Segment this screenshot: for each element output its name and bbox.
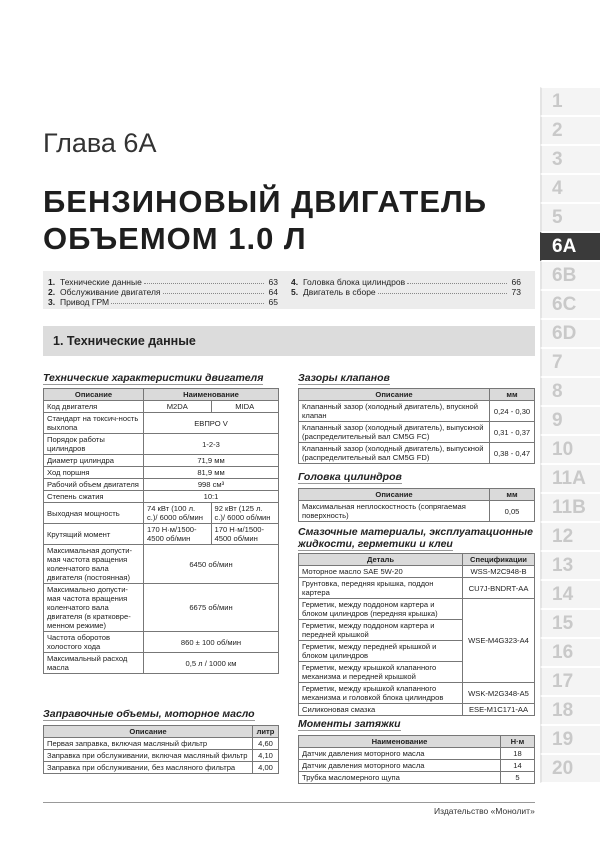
- cell: M2DA: [144, 401, 212, 413]
- valves-table: [298, 388, 535, 464]
- table-row: [44, 455, 279, 467]
- table-row: [299, 772, 535, 784]
- col-desc: Описание: [44, 726, 253, 738]
- col-detail: Деталь: [299, 554, 463, 566]
- row-label: Максимально допусти-мая частота вращения коленчатого вала двигателя (в кратковре-менном режиме): [44, 584, 144, 632]
- table-row: [44, 750, 279, 762]
- row-label: Степень сжатия: [44, 491, 144, 503]
- cell: 74 кВт (100 л. с.)/ 6000 об/мин: [144, 503, 212, 524]
- table-row: [44, 479, 279, 491]
- table-row: [299, 443, 535, 464]
- col-name: Наименование: [144, 389, 279, 401]
- chapter-tab[interactable]: 11A: [540, 464, 600, 493]
- chapter-tab[interactable]: 20: [540, 754, 600, 783]
- engine-specs-table: [43, 388, 279, 674]
- toc-dots: [111, 297, 264, 304]
- row-label: Ход поршня: [44, 467, 144, 479]
- row-label: Заправка при обслуживании, без масляного фильтра: [44, 762, 253, 774]
- cell: WSE-M4G323-A4: [463, 599, 535, 683]
- cell: ESE-M1C171-AA: [463, 704, 535, 716]
- cell: MIDA: [211, 401, 279, 413]
- toc-item: [291, 287, 521, 297]
- cell: 1-2-3: [144, 434, 279, 455]
- section-title: 1. Технические данные: [43, 326, 535, 356]
- cell: 81,9 мм: [144, 467, 279, 479]
- row-label: Код двигателя: [44, 401, 144, 413]
- table-header-row: [299, 389, 535, 401]
- cell: ЕВПРО V: [144, 413, 279, 434]
- lubes-heading: [298, 526, 533, 551]
- col-desc: Описание: [299, 389, 490, 401]
- chapter-tab[interactable]: 17: [540, 667, 600, 696]
- chapter-tab[interactable]: 1: [540, 87, 600, 116]
- chapter-tab[interactable]: 12: [540, 522, 600, 551]
- cell: 6675 об/мин: [144, 584, 279, 632]
- cell: 4,10: [253, 750, 279, 762]
- fill-heading: Заправочные объемы, моторное масло: [43, 708, 255, 720]
- row-label: Клапанный зазор (холодный двигатель), впускной клапан: [299, 401, 490, 422]
- col-desc: Описание: [44, 389, 144, 401]
- lubes-heading-line-2: жидкости, герметики и клеи: [298, 538, 453, 550]
- toc-lbl: Обслуживание двигателя: [60, 287, 161, 297]
- chapter-tab[interactable]: 9: [540, 406, 600, 435]
- torque-table: [298, 735, 535, 784]
- toc-left-column: [48, 277, 278, 307]
- col-desc: Описание: [299, 489, 490, 501]
- table-row: [44, 413, 279, 434]
- cell: 6450 об/мин: [144, 545, 279, 584]
- table-header-row: [299, 736, 535, 748]
- col-name: Наименование: [299, 736, 501, 748]
- chapter-tab[interactable]: 13: [540, 551, 600, 580]
- chapter-tab[interactable]: 10: [540, 435, 600, 464]
- toc-pg: 64: [268, 287, 278, 297]
- toc-item: [48, 297, 278, 307]
- row-label: Клапанный зазор (холодный двигатель), выпускной (распределительный вал CM5G FC): [299, 422, 490, 443]
- table-row: [299, 501, 535, 522]
- title-line-2: ОБЪЕМОМ 1.0 Л: [43, 221, 307, 256]
- table-row: [44, 491, 279, 503]
- footer-divider: [43, 802, 535, 803]
- cell: 10:1: [144, 491, 279, 503]
- valves-heading: Зазоры клапанов: [298, 372, 390, 384]
- cell: 5: [501, 772, 535, 784]
- row-label: Силиконовая смазка: [299, 704, 463, 716]
- cell: 18: [501, 748, 535, 760]
- row-label: Заправка при обслуживании, включая масляный фильтр: [44, 750, 253, 762]
- head-table: [298, 488, 535, 522]
- row-label: Максимальная неплоскостность (сопрягаемая поверхность): [299, 501, 490, 522]
- cell: 4,60: [253, 738, 279, 750]
- row-label: Крутящий момент: [44, 524, 144, 545]
- row-label: Трубка масломерного щупа: [299, 772, 501, 784]
- chapter-tab[interactable]: 11B: [540, 493, 600, 522]
- table-of-contents: [43, 271, 535, 309]
- chapter-tab[interactable]: 18: [540, 696, 600, 725]
- toc-num: 3.: [48, 297, 56, 307]
- col-val: Н·м: [501, 736, 535, 748]
- col-spec: Спецификации: [463, 554, 535, 566]
- table-row: [299, 704, 535, 716]
- table-row: [299, 401, 535, 422]
- chapter-tab[interactable]: 6C: [540, 290, 600, 319]
- cell: 998 см³: [144, 479, 279, 491]
- cell: 170 Н·м/1500-4500 об/мин: [144, 524, 212, 545]
- table-row: [44, 503, 279, 524]
- row-label: Герметик, между поддоном картера и передней крышкой: [299, 620, 463, 641]
- table-header-row: [44, 726, 279, 738]
- chapter-tab[interactable]: 6A: [540, 232, 600, 261]
- table-row: [44, 584, 279, 632]
- table-row: [299, 683, 535, 704]
- engine-specs-heading: Технические характеристики двигателя: [43, 372, 264, 384]
- row-label: Клапанный зазор (холодный двигатель), выпускной (распределительный вал CM5G FD): [299, 443, 490, 464]
- chapter-label: Глава 6А: [43, 128, 157, 158]
- chapter-tab[interactable]: 3: [540, 145, 600, 174]
- toc-dots: [378, 287, 507, 294]
- head-heading: Головка цилиндров: [298, 471, 402, 483]
- toc-item: [291, 277, 521, 287]
- toc-lbl: Головка блока цилиндров: [303, 277, 406, 287]
- cell: 0,38 - 0,47: [490, 443, 535, 464]
- table-row: [299, 760, 535, 772]
- fill-table: [43, 725, 279, 774]
- chapter-tab[interactable]: 14: [540, 580, 600, 609]
- table-row: [44, 434, 279, 455]
- chapter-tab[interactable]: 2: [540, 116, 600, 145]
- chapter-tab[interactable]: 6D: [540, 319, 600, 348]
- row-label: Герметик, между крышкой клапанного механизма и передней крышкой: [299, 662, 463, 683]
- cell: 4,00: [253, 762, 279, 774]
- row-label: Выходная мощность: [44, 503, 144, 524]
- row-label: Герметик, между передней крышкой и блоком цилиндров: [299, 641, 463, 662]
- table-row: [299, 566, 535, 578]
- chapter-tab[interactable]: 15: [540, 609, 600, 638]
- chapter-tab[interactable]: 6B: [540, 261, 600, 290]
- toc-pg: 65: [268, 297, 278, 307]
- toc-dots: [163, 287, 264, 294]
- cell: 170 Н·м/1500-4500 об/мин: [211, 524, 279, 545]
- toc-right-column: [291, 277, 521, 297]
- toc-dots: [407, 277, 507, 284]
- row-label: Моторное масло SAE 5W-20: [299, 566, 463, 578]
- row-label: Датчик давления моторного масла: [299, 760, 501, 772]
- table-header-row: [44, 389, 279, 401]
- cell: WSS-M2C948-B: [463, 566, 535, 578]
- row-label: Герметик, между поддоном картера и блоком цилиндров (передняя крышка): [299, 599, 463, 620]
- chapter-tabs: [540, 87, 600, 783]
- cell: 14: [501, 760, 535, 772]
- chapter-tab[interactable]: 16: [540, 638, 600, 667]
- chapter-tab[interactable]: 7: [540, 348, 600, 377]
- row-label: Порядок работы цилиндров: [44, 434, 144, 455]
- table-row: [44, 738, 279, 750]
- col-val: мм: [490, 389, 535, 401]
- col-val: мм: [490, 489, 535, 501]
- row-label: Диаметр цилиндра: [44, 455, 144, 467]
- chapter-tab[interactable]: 5: [540, 203, 600, 232]
- table-row: [44, 467, 279, 479]
- toc-num: 4.: [291, 277, 299, 287]
- table-row: [44, 653, 279, 674]
- row-label: Стандарт на токсич-ность выхлопа: [44, 413, 144, 434]
- chapter-tab[interactable]: 4: [540, 174, 600, 203]
- table-row: [299, 578, 535, 599]
- toc-pg: 73: [511, 287, 521, 297]
- title-line-1: БЕНЗИНОВЫЙ ДВИГАТЕЛЬ: [43, 184, 488, 219]
- toc-lbl: Привод ГРМ: [60, 297, 110, 307]
- toc-pg: 63: [268, 277, 278, 287]
- table-row: [299, 422, 535, 443]
- toc-pg: 66: [511, 277, 521, 287]
- table-header-row: [299, 554, 535, 566]
- table-row: [299, 748, 535, 760]
- row-label: Герметик, между крышкой клапанного механизма и головкой блока цилиндров: [299, 683, 463, 704]
- row-label: Первая заправка, включая масляный фильтр: [44, 738, 253, 750]
- row-label: Максимальный расход масла: [44, 653, 144, 674]
- row-label: Рабочий объем двигателя: [44, 479, 144, 491]
- cell: 860 ± 100 об/мин: [144, 632, 279, 653]
- chapter-tab[interactable]: 8: [540, 377, 600, 406]
- cell: 0,5 л / 1000 км: [144, 653, 279, 674]
- cell: 92 кВт (125 л. с.)/ 6000 об/мин: [211, 503, 279, 524]
- cell: 0,24 - 0,30: [490, 401, 535, 422]
- col-val: литр: [253, 726, 279, 738]
- toc-num: 1.: [48, 277, 56, 287]
- chapter-tab[interactable]: 19: [540, 725, 600, 754]
- toc-dots: [144, 277, 264, 284]
- toc-num: 5.: [291, 287, 299, 297]
- table-header-row: [299, 489, 535, 501]
- row-label: Датчик давления моторного масла: [299, 748, 501, 760]
- row-label: Максимальная допусти-мая частота вращения коленчатого вала двигателя (постоянная): [44, 545, 144, 584]
- row-label: Частота оборотов холостого хода: [44, 632, 144, 653]
- lubes-table: [298, 553, 535, 716]
- page-title: [43, 183, 487, 257]
- toc-item: [48, 277, 278, 287]
- torque-heading: Моменты затяжки: [298, 718, 401, 730]
- cell: 0,05: [490, 501, 535, 522]
- toc-num: 2.: [48, 287, 56, 297]
- toc-lbl: Технические данные: [60, 277, 142, 287]
- publisher-label: Издательство «Монолит»: [434, 806, 535, 816]
- table-row: [299, 599, 535, 620]
- cell: 0,31 - 0,37: [490, 422, 535, 443]
- lubes-heading-line-1: Смазочные материалы, эксплуатационные: [298, 526, 533, 538]
- toc-lbl: Двигатель в сборе: [303, 287, 376, 297]
- cell: CU7J-BNDRT-AA: [463, 578, 535, 599]
- cell: 71,9 мм: [144, 455, 279, 467]
- toc-item: [48, 287, 278, 297]
- table-row: [44, 762, 279, 774]
- table-row: [44, 524, 279, 545]
- cell: WSK-M2G348-A5: [463, 683, 535, 704]
- table-row: [44, 632, 279, 653]
- row-label: Грунтовка, передняя крышка, поддон картера: [299, 578, 463, 599]
- table-row: [44, 545, 279, 584]
- table-row: [44, 401, 279, 413]
